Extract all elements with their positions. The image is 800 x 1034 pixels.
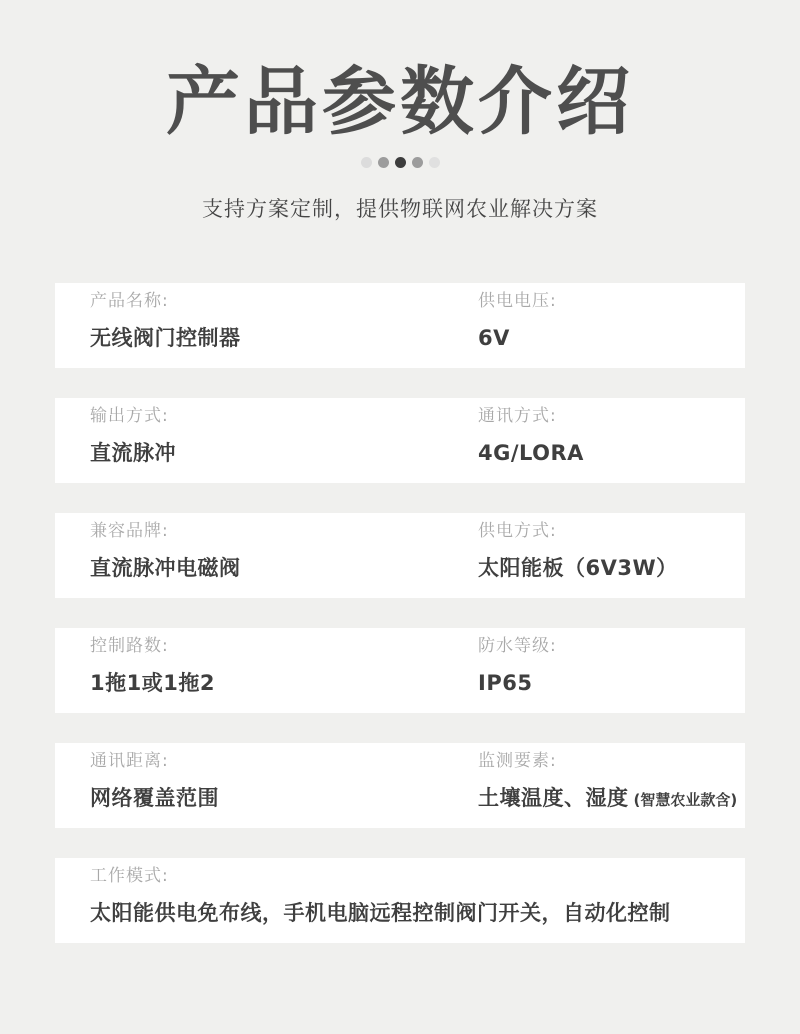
page-title: 产品参数介绍 <box>166 59 634 145</box>
spec-cell <box>90 513 241 581</box>
spec-label: 监测要素: <box>478 751 557 771</box>
spec-value: 直流脉冲电磁阀 <box>90 556 241 580</box>
spec-label: 产品名称: <box>90 291 169 311</box>
carousel-dot-active <box>395 157 406 168</box>
carousel-dot <box>429 157 440 168</box>
spec-label: 兼容品牌: <box>90 521 169 541</box>
spec-value-note: (智慧农业款含) <box>633 791 738 809</box>
spec-cell <box>90 628 215 696</box>
spec-card-work-mode <box>55 858 745 943</box>
spec-card-output-mode <box>55 398 745 483</box>
spec-value: 太阳能板（6V3W） <box>478 556 678 580</box>
spec-value: 无线阀门控制器 <box>90 326 241 350</box>
spec-card-comm-distance <box>55 743 745 828</box>
spec-cell <box>478 628 557 696</box>
spec-label: 控制路数: <box>90 636 169 656</box>
spec-cell <box>90 858 671 926</box>
spec-value: IP65 <box>478 671 533 695</box>
carousel-dot <box>378 157 389 168</box>
spec-value: 直流脉冲 <box>90 441 176 465</box>
spec-card-product-name <box>55 283 745 368</box>
spec-card-control-channels <box>55 628 745 713</box>
carousel-dots <box>0 157 800 168</box>
spec-value-text: 土壤温度、湿度 <box>478 786 629 810</box>
spec-value <box>478 786 737 813</box>
carousel-dot <box>412 157 423 168</box>
spec-label: 通讯方式: <box>478 406 557 426</box>
spec-value: 6V <box>478 326 510 350</box>
spec-value: 太阳能供电免布线，手机电脑远程控制阀门开关，自动化控制 <box>90 901 671 925</box>
spec-value: 4G/LORA <box>478 441 584 465</box>
spec-cell <box>90 398 176 466</box>
spec-cell <box>478 513 678 581</box>
page-subtitle: 支持方案定制，提供物联网农业解决方案 <box>202 197 598 221</box>
spec-cell <box>478 743 737 813</box>
spec-label: 工作模式: <box>90 866 169 886</box>
spec-cell <box>90 743 219 811</box>
spec-cell <box>90 283 241 351</box>
spec-label: 供电电压: <box>478 291 557 311</box>
carousel-dot <box>361 157 372 168</box>
spec-cell <box>478 398 584 466</box>
spec-cell <box>478 283 557 351</box>
spec-label: 防水等级: <box>478 636 557 656</box>
spec-label: 供电方式: <box>478 521 557 541</box>
spec-label: 通讯距离: <box>90 751 169 771</box>
spec-value: 网络覆盖范围 <box>90 786 219 810</box>
spec-label: 输出方式: <box>90 406 169 426</box>
spec-card-compatible-brand <box>55 513 745 598</box>
spec-value: 1拖1或1拖2 <box>90 671 215 695</box>
